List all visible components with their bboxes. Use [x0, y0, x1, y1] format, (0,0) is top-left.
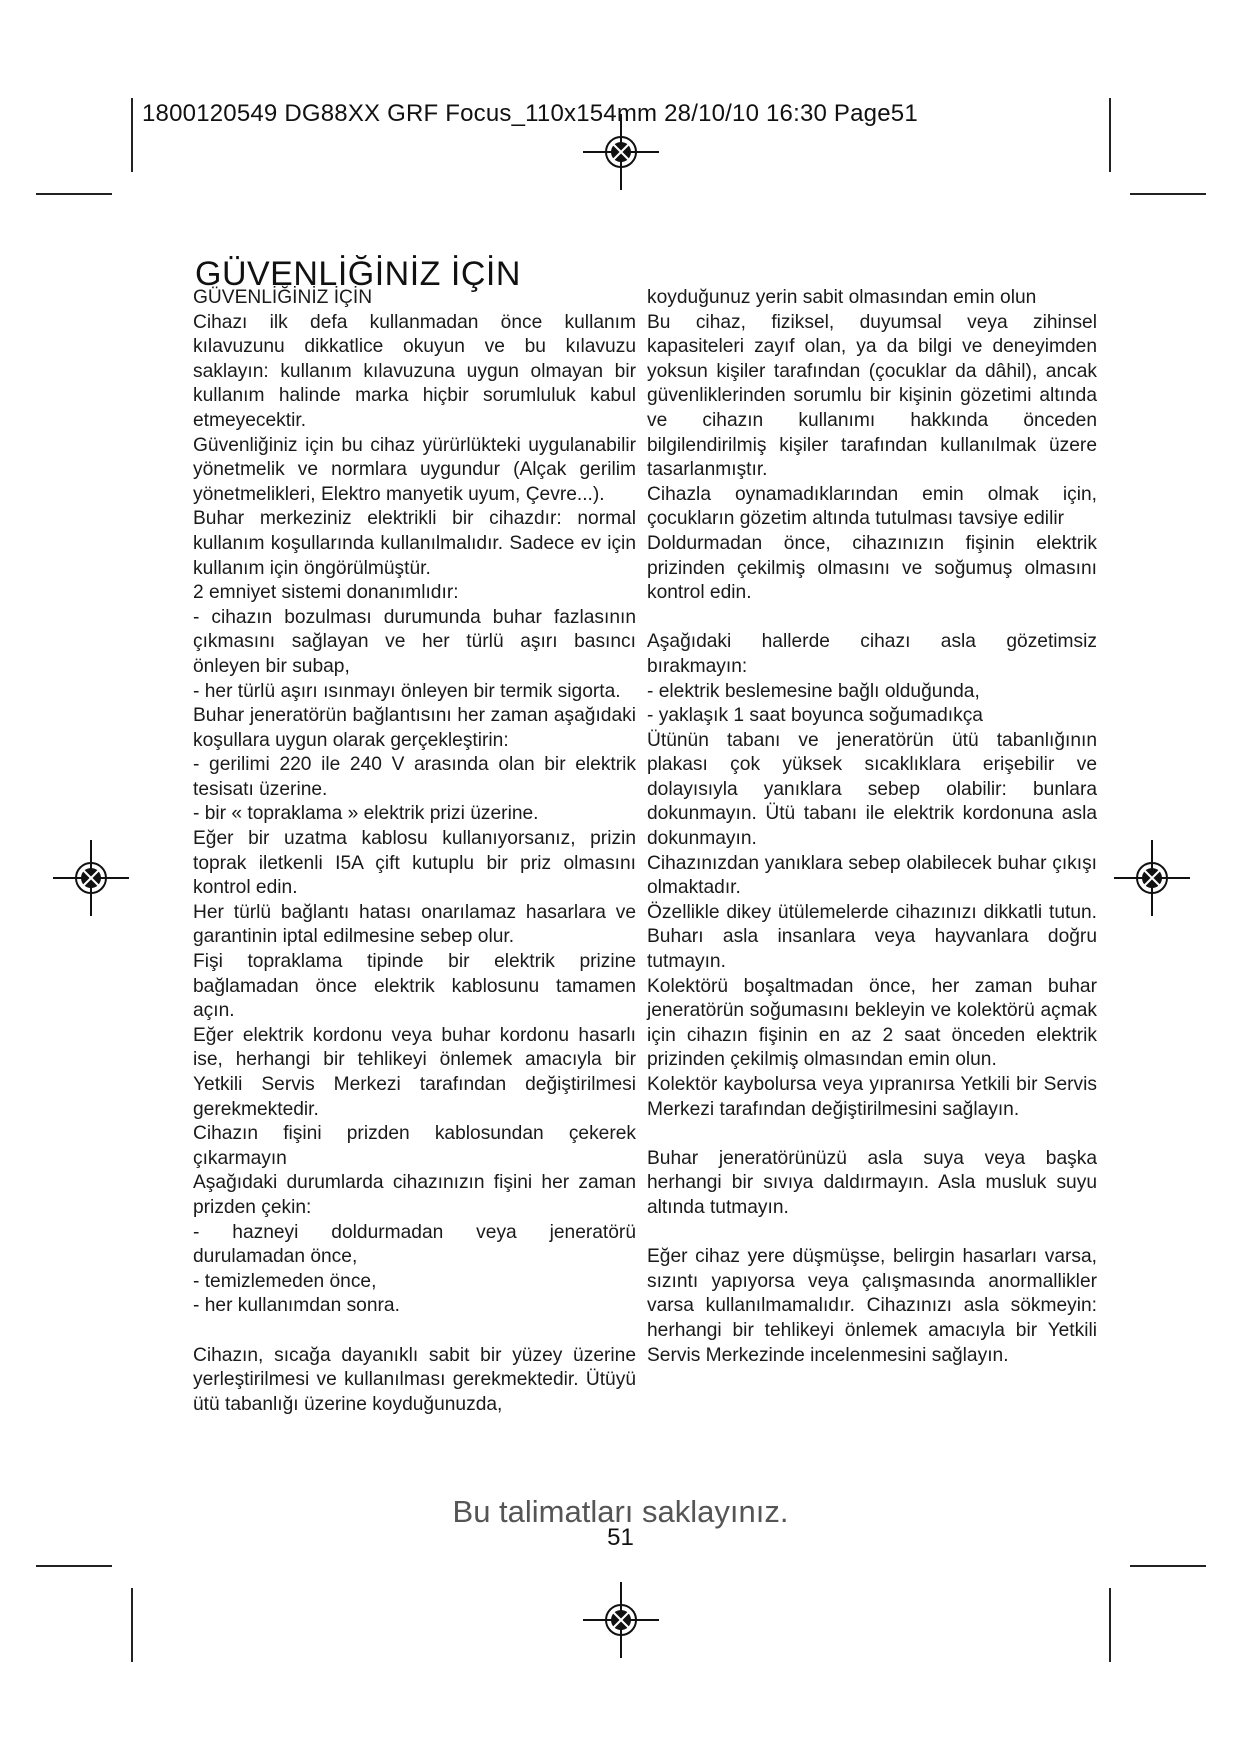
paragraph: GÜVENLİĞİNİZ İÇİN: [193, 287, 373, 308]
paragraph: Bu cihaz, fiziksel, duyumsal veya zihinsel kapasiteleri zayıf olan, ya da bilgi ve deneyimden yoksun kişiler tarafından (çocuklar da dâhil), ancak güvenliklerinden sorumlu bir kişinin gözetimi altında ve cihazın kullanımı hakkında önceden bilgilendirilmiş kişiler tarafından kullanılmak üzere tasarlanmıştır.: [647, 311, 1097, 481]
paragraph: Buhar jeneratörünüzü asla suya veya başka herhangi bir sıvıya daldırmayın. Asla musluk suyu altında tutmayın.: [647, 1147, 1097, 1218]
paragraph: - her türlü aşırı ısınmayı önleyen bir termik sigorta.: [193, 680, 621, 702]
paragraph: Her türlü bağlantı hatası onarılamaz hasarlara ve garantinin iptal edilmesine sebep olur.: [193, 901, 636, 948]
paragraph: - gerilimi 220 ile 240 V arasında olan bir elektrik tesisatı üzerine.: [193, 754, 636, 800]
crop-mark-bottom-left-vertical: [131, 1588, 133, 1662]
crop-mark-top-left-vertical: [131, 98, 133, 172]
paragraph-gap: [647, 1221, 1097, 1246]
paragraph: Özellikle dikey ütülemelerde cihazınızı dikkatli tutun. Buharı asla insanlara veya hayvanlara doğru tutmayın.: [647, 901, 1097, 973]
crop-mark-top-right-horizontal: [1130, 193, 1206, 195]
paragraph: Cihazın, sıcağa dayanıklı sabit bir yüzey üzerine yerleştirilmesi ve kullanılması gerekmektedir. Ütüyü ütü tabanlığı üzerine koyduğunuzda,: [193, 1344, 636, 1415]
page-number: 51: [607, 1524, 634, 1551]
paragraph: 2 emniyet sistemi donanımlıdır:: [193, 582, 459, 604]
crop-mark-bottom-left-horizontal: [36, 1565, 112, 1567]
paragraph: Doldurmadan önce, cihazınızın fişinin elektrik prizinden çekilmiş olmasını ve soğumuş olmasını kontrol edin.: [647, 532, 1097, 604]
paragraph: - temizlemeden önce,: [193, 1270, 377, 1292]
paragraph: Buhar merkeziniz elektrikli bir cihazdır: normal kullanım koşullarında kullanılmalıdır. Sadece ev için kullanım için öngörülmüştür.: [193, 508, 636, 579]
page-title: GÜVENLİĞİNİZ İÇİN: [195, 254, 521, 293]
paragraph: - hazneyi doldurmadan veya jeneratörü durulamadan önce,: [193, 1221, 636, 1268]
paragraph: Cihazla oynamadıklarından emin olmak için, çocukların gözetim altında tutulması tavsiye edilir: [647, 483, 1097, 530]
paragraph: Cihazın fişini prizden kablosundan çekerek çıkarmayın: [193, 1123, 636, 1169]
paragraph: Aşağıdaki durumlarda cihazınızın fişini her zaman prizden çekin:: [193, 1172, 636, 1218]
paragraph: Eğer cihaz yere düşmüşse, belirgin hasarları varsa, sızıntı yapıyorsa veya çalışmasında anormallikler varsa kullanılmamalıdır. Cihazınızı asla sökmeyin: herhangi bir tehlikeyi önlemek amacıyla bir Yetkili Servis Merkezinde incelenmesini sağlayın.: [647, 1246, 1097, 1366]
paragraph: Güvenliğiniz için bu cihaz yürürlükteki uygulanabilir yönetmelik ve normlara uygundur (Alçak gerilim yönetmelikleri, Elektro manyetik uyum, Çevre...).: [193, 434, 636, 505]
paragraph: Cihazınızdan yanıklara sebep olabilecek buhar çıkışı olmaktadır.: [647, 852, 1097, 899]
left-column: [193, 286, 636, 1417]
paragraph: - elektrik beslemesine bağlı olduğunda,: [647, 680, 980, 702]
paragraph-gap: [647, 606, 1097, 631]
right-column: [647, 286, 1097, 1368]
registration-mark-right-icon: [1114, 840, 1190, 916]
crop-mark-top-right-vertical: [1109, 98, 1111, 172]
footer-note: Bu talimatları saklayınız.: [452, 1494, 789, 1529]
paragraph: Kolektör kaybolursa veya yıpranırsa Yetkili bir Servis Merkezi tarafından değiştirilmesini sağlayın.: [647, 1074, 1097, 1120]
registration-mark-top-icon: [583, 114, 659, 190]
paragraph-gap: [193, 1319, 636, 1344]
paragraph: Fişi topraklama tipinde bir elektrik prizine bağlamadan önce elektrik kablosunu tamamen açın.: [193, 951, 636, 1022]
crop-mark-top-left-horizontal: [36, 193, 112, 195]
paragraph: - yaklaşık 1 saat boyunca soğumadıkça: [647, 705, 983, 727]
paragraph: - bir « topraklama » elektrik prizi üzerine.: [193, 803, 539, 825]
paragraph: Eğer bir uzatma kablosu kullanıyorsanız, prizin toprak iletkenli I5A çift kutuplu bir priz olmasını kontrol edin.: [193, 828, 636, 899]
crop-mark-bottom-right-horizontal: [1130, 1565, 1206, 1567]
paragraph: Eğer elektrik kordonu veya buhar kordonu hasarlı ise, herhangi bir tehlikeyi önlemek amacıyla bir Yetkili Servis Merkezi tarafından değiştirilmesi gerekmektedir.: [193, 1024, 636, 1120]
registration-mark-bottom-icon: [583, 1582, 659, 1658]
paragraph: - her kullanımdan sonra.: [193, 1295, 400, 1317]
print-slug: 1800120549 DG88XX GRF Focus_110x154mm 28/10/10 16:30 Page51: [142, 100, 918, 127]
paragraph: Ütünün tabanı ve jeneratörün ütü tabanlığının plakası çok yüksek sıcaklıklara erişebilir ve dolayısıyla yanıklara sebep olabilir: bunlara dokunmayın. Ütü tabanı ile elektrik kordonuna asla dokunmayın.: [647, 729, 1097, 850]
registration-mark-left-icon: [53, 840, 129, 916]
paragraph: - cihazın bozulması durumunda buhar fazlasının çıkmasını sağlayan ve her türlü aşırı basıncı önleyen bir subap,: [193, 606, 636, 677]
paragraph-gap: [647, 1122, 1097, 1147]
crop-mark-bottom-right-vertical: [1109, 1588, 1111, 1662]
paragraph: koyduğunuz yerin sabit olmasından emin olun: [647, 287, 1037, 308]
paragraph: Buhar jeneratörün bağlantısını her zaman aşağıdaki koşullara uygun olarak gerçekleştirin:: [193, 705, 636, 751]
paragraph: Cihazı ilk defa kullanmadan önce kullanım kılavuzunu dikkatlice okuyun ve bu kılavuzu saklayın: kullanım kılavuzuna uygun olmayan bir kullanım halinde marka hiçbir sorumluluk kabul etmeyecektir.: [193, 311, 636, 431]
paragraph: Aşağıdaki hallerde cihazı asla gözetimsiz bırakmayın:: [647, 631, 1097, 677]
paragraph: Kolektörü boşaltmadan önce, her zaman buhar jeneratörün soğumasını bekleyin ve kolektörü açmak için cihazın fişinin en az 2 saat önceden elektrik prizinden çekilmiş olmasından emin olun.: [647, 975, 1097, 1071]
